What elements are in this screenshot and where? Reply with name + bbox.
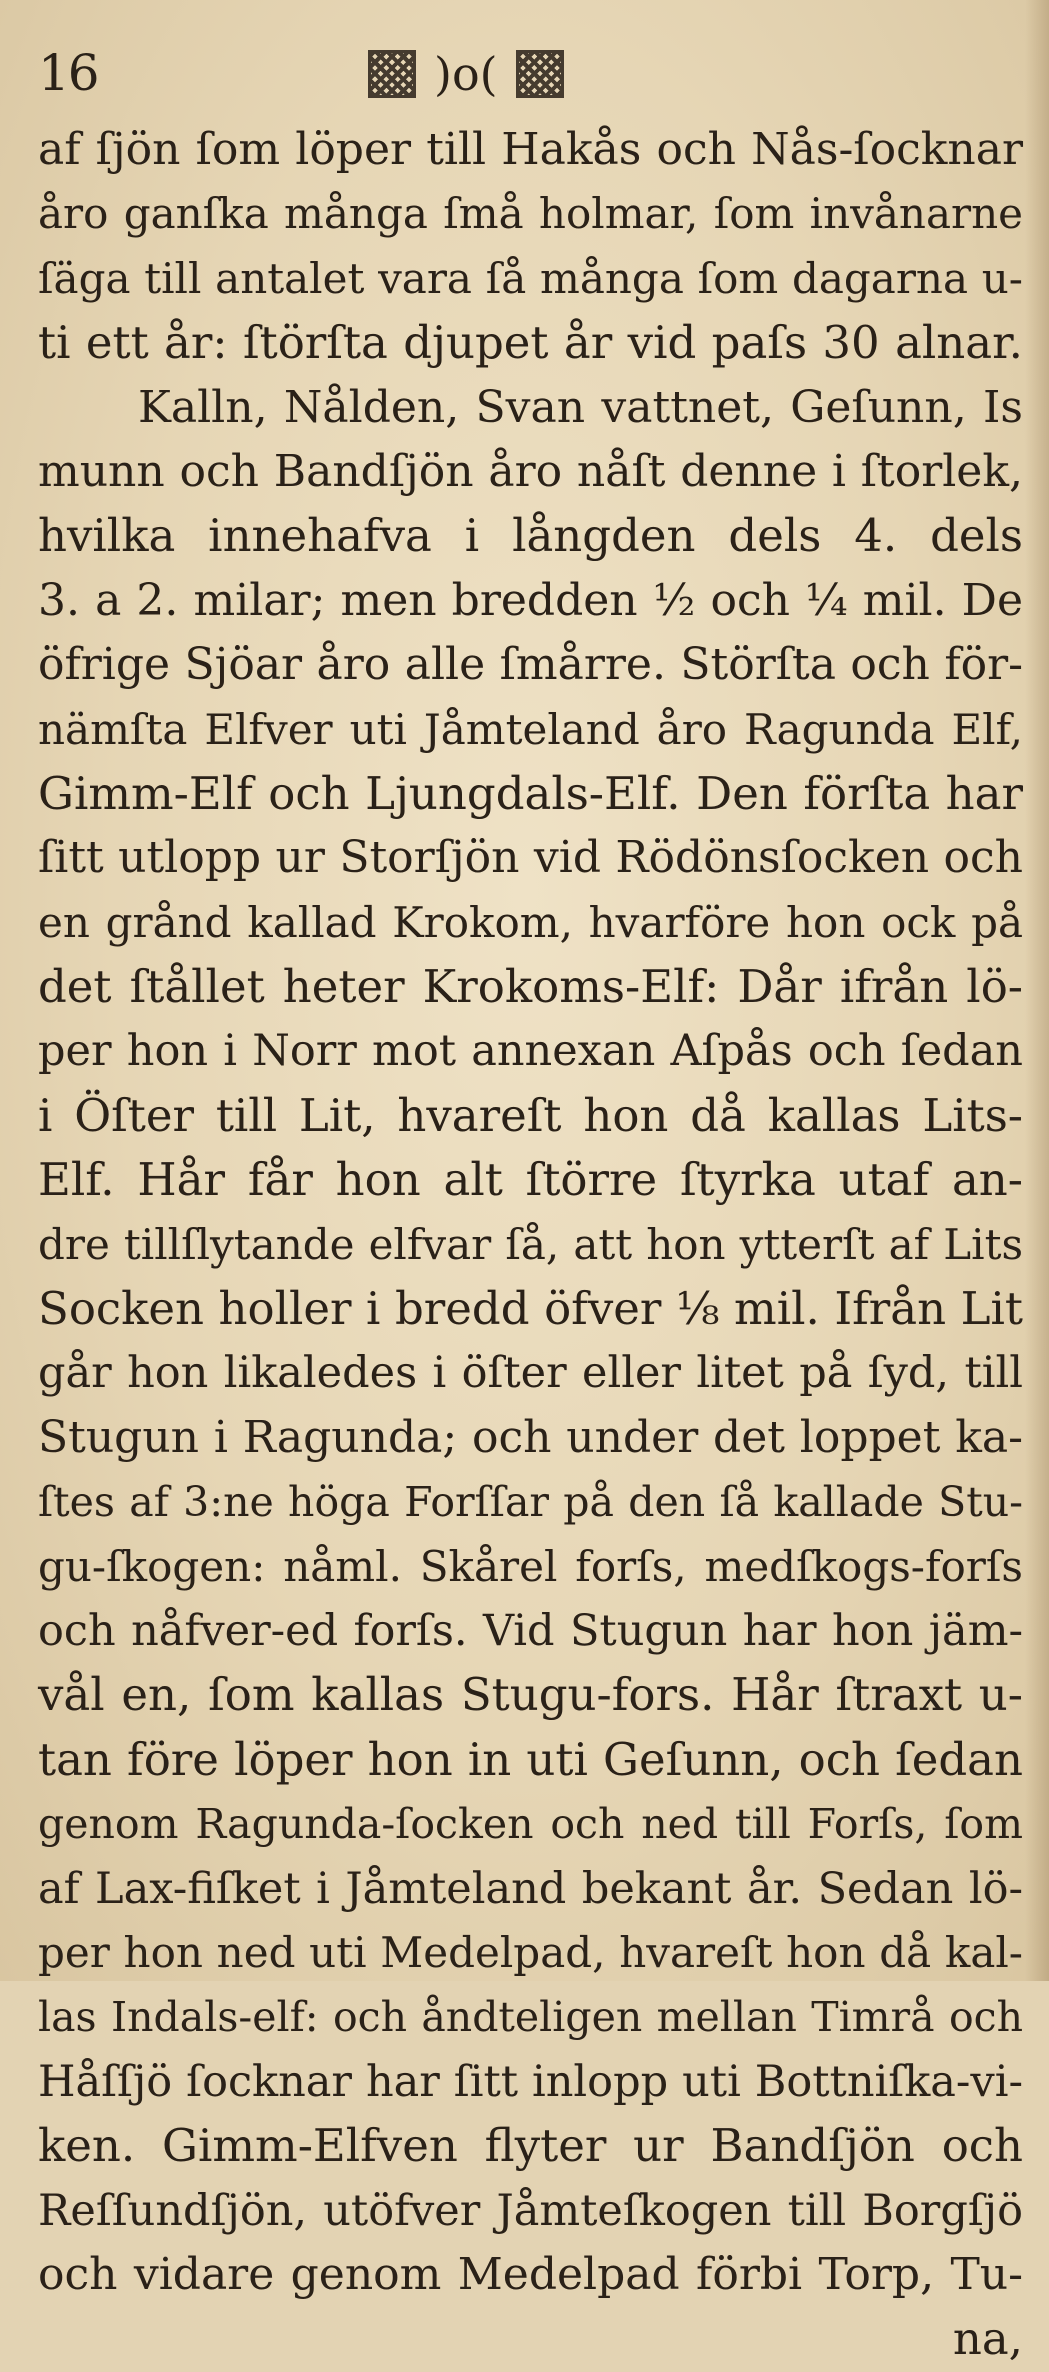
text-line: ſtes af 3:ne höga Forſſar på den ſå kallade Stu- <box>38 1478 1023 1527</box>
text-line: går hon likaledes i öſter eller litet på ſyd, till <box>38 1348 1023 1399</box>
page-number: 16 <box>38 44 98 102</box>
text-line: hvilka innehafva i långden dels 4. dels <box>38 509 1023 563</box>
text-line: Håſſjö ſocknar har ſitt inlopp uti Bottniſka-vi- <box>38 2056 1023 2107</box>
fleuron-block-icon <box>368 50 416 98</box>
text-line: i Öſter till Lit, hvareſt hon då kallas Lits- <box>38 1088 1023 1142</box>
text-line: per hon i Norr mot annexan Aſpås och ſedan <box>38 1026 1023 1077</box>
text-line: Elf. Hår får hon alt ſtörre ſtyrka utaf an- <box>38 1153 1023 1207</box>
page-header <box>38 38 998 108</box>
text-line: genom Ragunda-ſocken och ned till Forſs, ſom <box>38 1800 1023 1849</box>
text-line: en grånd kallad Krokom, hvarföre hon ock på <box>38 897 1023 947</box>
text-line: nämſta Elfver uti Jåmteland åro Ragunda Elf, <box>38 704 1023 754</box>
text-line: 3. a 2. milar; men bredden ½ och ¼ mil. De <box>38 574 1023 626</box>
text-line: och nåfver-ed forſs. Vid Stugun har hon jäm- <box>38 1605 1023 1656</box>
body-text <box>38 118 1023 2372</box>
text-line: ti ett år: ſtörſta djupet år vid paſs 30 alnar. <box>38 316 1023 370</box>
text-line: munn och Bandſjön åro nåſt denne i ſtorlek, <box>38 445 1023 497</box>
header-ornament <box>368 46 564 102</box>
text-line: Stugun i Ragunda; och under det loppet ka- <box>38 1411 1023 1463</box>
text-line: ſitt utlopp ur Storſjön vid Rödönsſocken och <box>38 832 1023 884</box>
text-line: Socken holler i bredd öfver ⅛ mil. Ifrån Lit <box>38 1282 1023 1336</box>
text-line: na, <box>952 2312 1023 2366</box>
text-line: gu-ſkogen: nåml. Skårel forſs, medſkogs-forſs <box>38 1541 1023 1591</box>
fleuron-block-icon <box>516 50 564 98</box>
text-line: af ſjön ſom löper till Hakås och Nås-ſocknar <box>38 124 1023 175</box>
text-line: las Indals-elf: och åndteligen mellan Timrå och <box>38 1993 1023 2042</box>
text-line: af Lax-fiſket i Jåmteland bekant år. Sedan lö- <box>38 1863 1023 1914</box>
text-line: Reſſundſjön, utöfver Jåmteſkogen till Borgſjö <box>38 2185 1023 2236</box>
text-line: Kalln, Nålden, Svan vattnet, Geſunn, Is <box>138 381 1023 433</box>
text-line: åro ganſka många ſmå holmar, ſom invånarne <box>38 189 1023 239</box>
text-line: vål en, ſom kallas Stugu-fors. Hår ſtraxt u- <box>38 1668 1023 1722</box>
text-line: det ſtållet heter Krokoms-Elf: Dår ifrån lö- <box>38 960 1023 1014</box>
text-line: ken. Gimm-Elfven flyter ur Bandſjön och <box>38 2119 1023 2173</box>
page-edge-shadow <box>1025 0 1049 1981</box>
text-line: öfrige Sjöar åro alle ſmårre. Störſta och för- <box>38 639 1023 691</box>
text-line: Gimm-Elf och Ljungdals-Elf. Den förſta har <box>38 766 1023 820</box>
text-line: tan före löper hon in uti Geſunn, och ſedan <box>38 1732 1023 1786</box>
text-line: dre tillſlytande elfvar ſå, att hon ytterſt af Lits <box>38 1219 1023 1269</box>
text-line: och vidare genom Medelpad förbi Torp, Tu- <box>38 2248 1023 2300</box>
text-line: per hon ned uti Medelpad, hvareſt hon då kal- <box>38 1927 1023 1977</box>
text-line: ſäga till antalet vara ſå många ſom dagarna u- <box>38 253 1023 303</box>
ornament-center-glyph: )o( <box>434 47 498 101</box>
